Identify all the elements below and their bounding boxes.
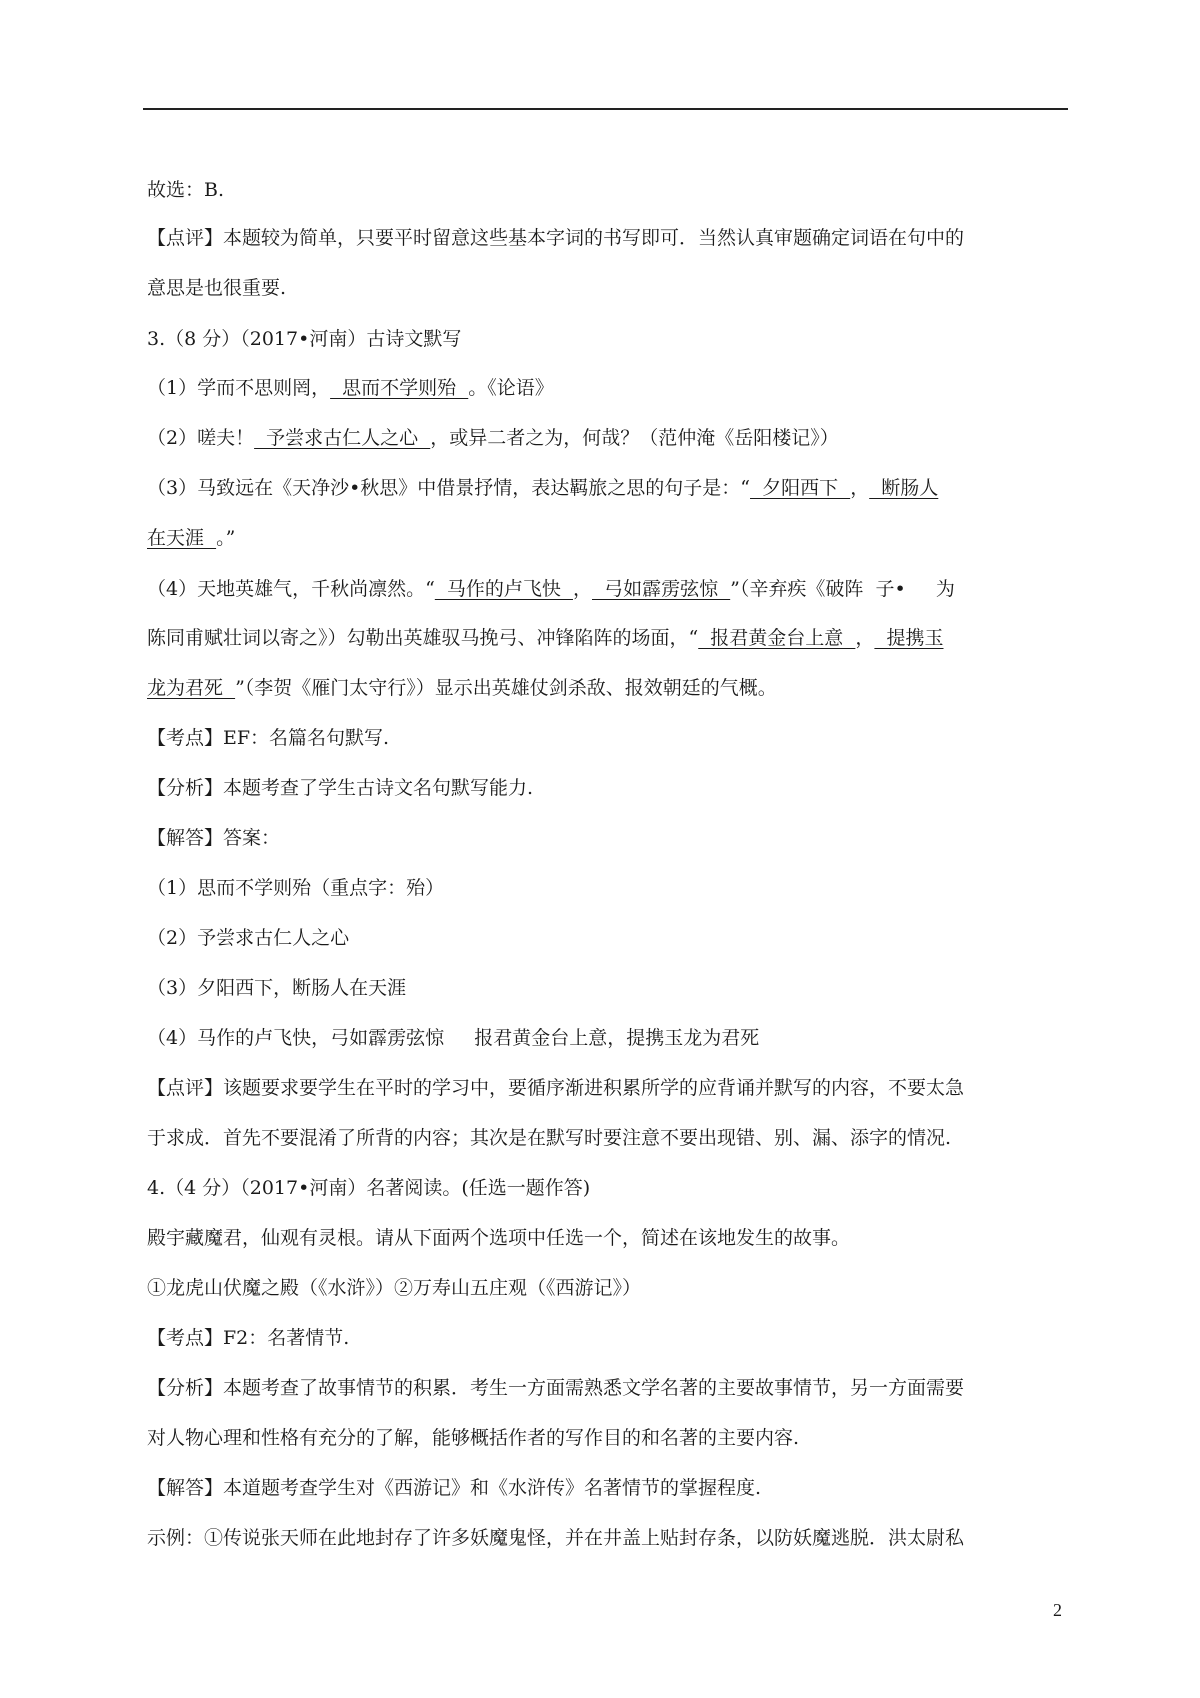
text-line <box>147 376 554 400</box>
text-line <box>147 876 444 900</box>
text-line <box>147 276 286 300</box>
answer-blank: 思而不学则殆 <box>330 377 469 399</box>
text-line <box>147 226 964 250</box>
text-segment: 于求成．首先不要混淆了所背的内容；其次是在默写时要注意不要出现错、别、漏、添字的情况. <box>147 1127 952 1149</box>
answer-blank: 弓如霹雳弦惊 <box>592 578 731 600</box>
page-number: 2 <box>1053 1600 1062 1620</box>
text-segment: ， <box>572 578 592 600</box>
text-segment: 【分析】本题考查了故事情节的积累．考生一方面需熟悉文学名著的主要故事情节，另一方面需要 <box>147 1377 965 1399</box>
text-segment: ， <box>850 477 870 499</box>
text-segment: （2）予尝求古仁人之心 <box>147 927 350 949</box>
text-segment: 【考点】F2：名著情节. <box>147 1327 350 1349</box>
text-line <box>147 726 389 750</box>
text-line <box>147 1376 964 1400</box>
text-line <box>147 1176 590 1200</box>
text-segment: ”（李贺《雁门太守行》）显示出英雄仗剑杀敌、报效朝廷的气概。 <box>235 677 777 699</box>
text-line <box>147 1326 349 1350</box>
text-segment: 示例：①传说张天师在此地封存了许多妖魔鬼怪，并在井盖上贴封存条，以防妖魔逃脱．洪太尉私 <box>147 1527 965 1549</box>
text-segment: （4）马作的卢飞快，弓如霹雳弦惊 报君黄金台上意，提携玉龙为君死 <box>147 1027 760 1049</box>
text-line <box>147 476 938 500</box>
text-segment: （1）学而不思则罔， <box>147 377 331 399</box>
text-segment: 。《论语》 <box>468 377 554 399</box>
text-line <box>147 1126 951 1150</box>
answer-blank: 龙为君死 <box>147 677 236 699</box>
text-line <box>147 976 406 1000</box>
text-line <box>147 1026 759 1050</box>
text-segment: 意思是也很重要. <box>147 277 287 299</box>
text-line <box>147 1076 964 1100</box>
text-segment: 陈同甫赋壮词以寄之》）勾勒出英雄驭马挽弓、冲锋陷阵的场面，“ <box>147 627 699 649</box>
answer-blank: 夕阳西下 <box>750 477 851 499</box>
text-segment: 【点评】该题要求要学生在平时的学习中，要循序渐进积累所学的应背诵并默写的内容，不要太急 <box>147 1077 965 1099</box>
text-segment: 4.（4 分）（2017•河南）名著阅读。(任选一题作答) <box>147 1177 591 1199</box>
text-segment: 故选：B. <box>147 179 225 201</box>
text-segment: （2）嗟夫！ <box>147 427 255 449</box>
text-segment: （4）天地英雄气，千秋尚凛然。“ <box>147 578 435 600</box>
text-segment: 【考点】EF：名篇名句默写. <box>147 727 390 749</box>
text-segment: 【解答】本道题考查学生对《西游记》和《水浒传》名著情节的掌握程度. <box>147 1477 762 1499</box>
text-line <box>147 577 955 601</box>
text-line <box>147 426 839 450</box>
text-segment: （1）思而不学则殆（重点字：殆） <box>147 877 445 899</box>
answer-blank: 报君黄金台上意 <box>698 627 856 649</box>
text-line <box>147 1426 799 1450</box>
text-segment: 【分析】本题考查了学生古诗文名句默写能力. <box>147 777 534 799</box>
header-rule <box>143 108 1068 110</box>
text-line <box>147 327 461 351</box>
answer-blank: 在天涯 <box>147 527 217 549</box>
text-line <box>147 626 944 650</box>
text-line <box>147 1276 641 1300</box>
text-line <box>147 926 349 950</box>
text-segment: （3）夕阳西下，断肠人在天涯 <box>147 977 407 999</box>
text-segment: 【解答】答案： <box>147 827 281 849</box>
text-line <box>147 526 235 550</box>
text-line <box>147 826 280 850</box>
text-line <box>147 1476 761 1500</box>
answer-blank: 提携玉 <box>874 627 944 649</box>
text-segment: 殿宇藏魔君，仙观有灵根。请从下面两个选项中任选一个，简述在该地发生的故事。 <box>147 1227 851 1249</box>
answer-blank: 马作的卢飞快 <box>434 578 573 600</box>
text-segment: ， <box>855 627 875 649</box>
text-line <box>147 1226 850 1250</box>
text-segment: ，或异二者之为，何哉？（范仲淹《岳阳楼记》） <box>430 427 839 449</box>
text-line <box>147 776 533 800</box>
text-line <box>147 1526 964 1550</box>
answer-blank: 予尝求古仁人之心 <box>254 427 431 449</box>
text-segment: 。” <box>216 527 236 549</box>
text-segment: 【点评】本题较为简单，只要平时留意这些基本字词的书写即可．当然认真审题确定词语在句中的 <box>147 227 965 249</box>
text-segment: 对人物心理和性格有充分的了解，能够概括作者的写作目的和名著的主要内容. <box>147 1427 800 1449</box>
text-segment: ①龙虎山伏魔之殿（《水浒》）②万寿山五庄观（《西游记》） <box>147 1277 642 1299</box>
answer-blank: 断肠人 <box>869 477 939 499</box>
text-segment: 3.（8 分）（2017•河南）古诗文默写 <box>147 328 462 350</box>
text-segment: ”（辛弃疾《破阵 子• 为 <box>730 578 955 600</box>
text-line <box>147 178 224 202</box>
text-line <box>147 676 777 700</box>
text-segment: （3）马致远在《天净沙•秋思》中借景抒情，表达羁旅之思的句子是：“ <box>147 477 751 499</box>
